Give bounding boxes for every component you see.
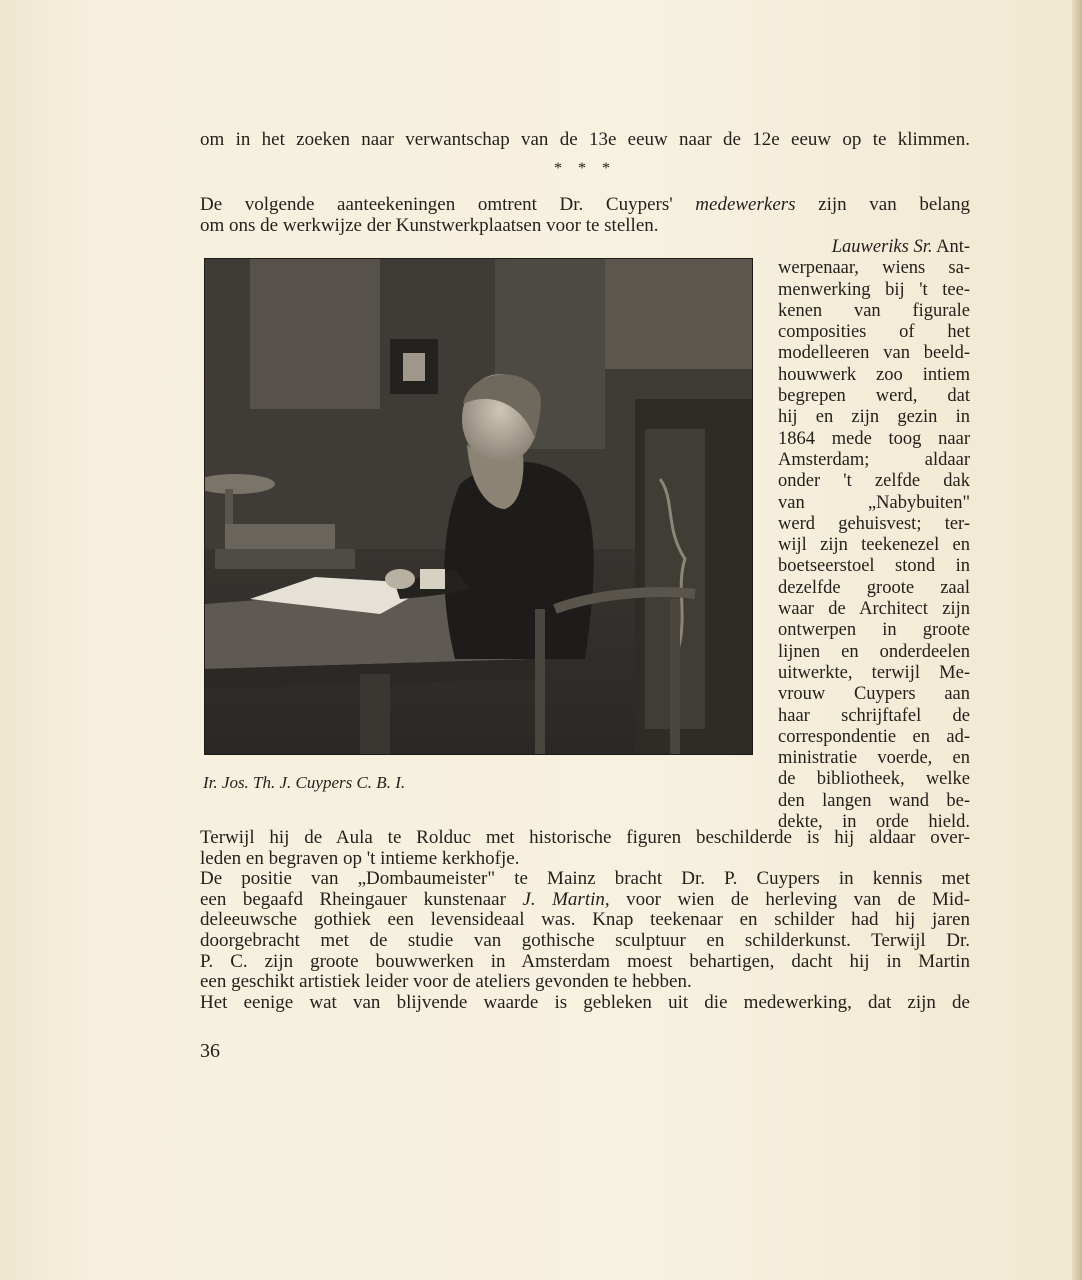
body-line: doorgebracht met de studie van gothische sculptuur en schilderkunst. Terwijl Dr. — [200, 929, 970, 951]
side-line: ministratie voerde, en — [778, 748, 970, 769]
body-line: Terwijl hij de Aula te Rolduc met historische figuren beschilderde is hij aldaar over- — [200, 827, 970, 848]
side-line: werpenaar, wiens sa- — [778, 258, 970, 279]
side-line-first: Lauweriks Sr. Ant- — [831, 237, 970, 257]
intro-line-2: om ons de werkwijze der Kunstwerkplaatsen voor te stellen. — [200, 215, 659, 236]
side-line: haar schrijftafel de — [778, 705, 970, 726]
body-line: deleeuwsche gothiek een levensideaal was. Knap teekenaar en schilder had hij jaren — [200, 909, 970, 931]
body-paragraph — [200, 828, 970, 1013]
side-line: modelleeren van beeld- — [778, 343, 970, 364]
body-line: Het eenige wat van blijvende waarde is gebleken uit die medewerking, dat zijn de — [200, 991, 970, 1013]
intro-line-1: De volgende aanteekeningen omtrent Dr. Cuypers' medewerkers zijn van belang — [200, 194, 970, 215]
side-line: boetseerstoel stond in — [778, 556, 970, 577]
side-line: lijnen en onderdeelen — [778, 641, 970, 662]
side-line: werd gehuisvest; ter- — [778, 513, 970, 534]
side-line: wijl zijn teekenezel en — [778, 535, 970, 556]
side-line: 1864 mede toog naar — [778, 428, 970, 449]
page-edge — [1072, 0, 1082, 1280]
side-line: dezelfde groote zaal — [778, 577, 970, 598]
side-line: hij en zijn gezin in — [778, 407, 970, 428]
body-line: De positie van „Dombaumeister" te Mainz bracht Dr. P. Cuypers in kennis met — [200, 868, 970, 890]
page-number: 36 — [200, 1040, 220, 1062]
side-line: waar de Architect zijn — [778, 599, 970, 620]
side-line: composities of het — [778, 322, 970, 343]
side-line: correspondentie en ad- — [778, 726, 970, 747]
side-line: houwwerk zoo intiem — [778, 364, 970, 385]
side-line: kenen van figurale — [778, 300, 970, 321]
body-line: P. C. zijn groote bouwwerken in Amsterdam moest behartigen, dacht hij in Martin — [200, 950, 970, 972]
side-name: Lauweriks Sr. — [831, 237, 933, 257]
side-line: onder 't zelfde dak — [778, 471, 970, 492]
portrait-photo-drawing — [205, 259, 752, 754]
side-column — [778, 237, 970, 833]
side-line: uitwerkte, terwijl Me- — [778, 662, 970, 683]
intro-paragraph — [200, 194, 970, 236]
artist-name: J. Martin, — [522, 888, 610, 910]
body-line: een begaafd Rheingauer kunstenaar J. Martin, voor wien de herleving van de Mid- — [200, 888, 971, 910]
side-line: vrouw Cuypers aan — [778, 684, 970, 705]
side-line: ontwerpen in groote — [778, 620, 970, 641]
portrait-photo — [204, 258, 753, 755]
side-line: den langen wand be- — [778, 790, 970, 811]
intro-italic-term: medewerkers — [695, 194, 796, 215]
side-line: Amsterdam; aldaar — [778, 449, 970, 470]
side-line: begrepen werd, dat — [778, 386, 970, 407]
body-line: een geschikt artistiek leider voor de ateliers gevonden te hebben. — [200, 971, 692, 993]
side-line: dekte, in orde hield. — [778, 812, 970, 833]
side-line: van „Nabybuiten" — [778, 492, 970, 513]
photo-caption: Ir. Jos. Th. J. Cuypers C. B. I. — [203, 773, 406, 792]
side-line: de bibliotheek, welke — [778, 769, 970, 790]
section-separator: * * * — [554, 160, 616, 177]
body-line: leden en begraven op 't intieme kerkhofje. — [200, 847, 520, 869]
top-line: om in het zoeken naar verwantschap van de 13e eeuw naar de 12e eeuw op te klimmen. — [200, 129, 970, 150]
side-line: menwerking bij 't tee- — [778, 279, 970, 300]
